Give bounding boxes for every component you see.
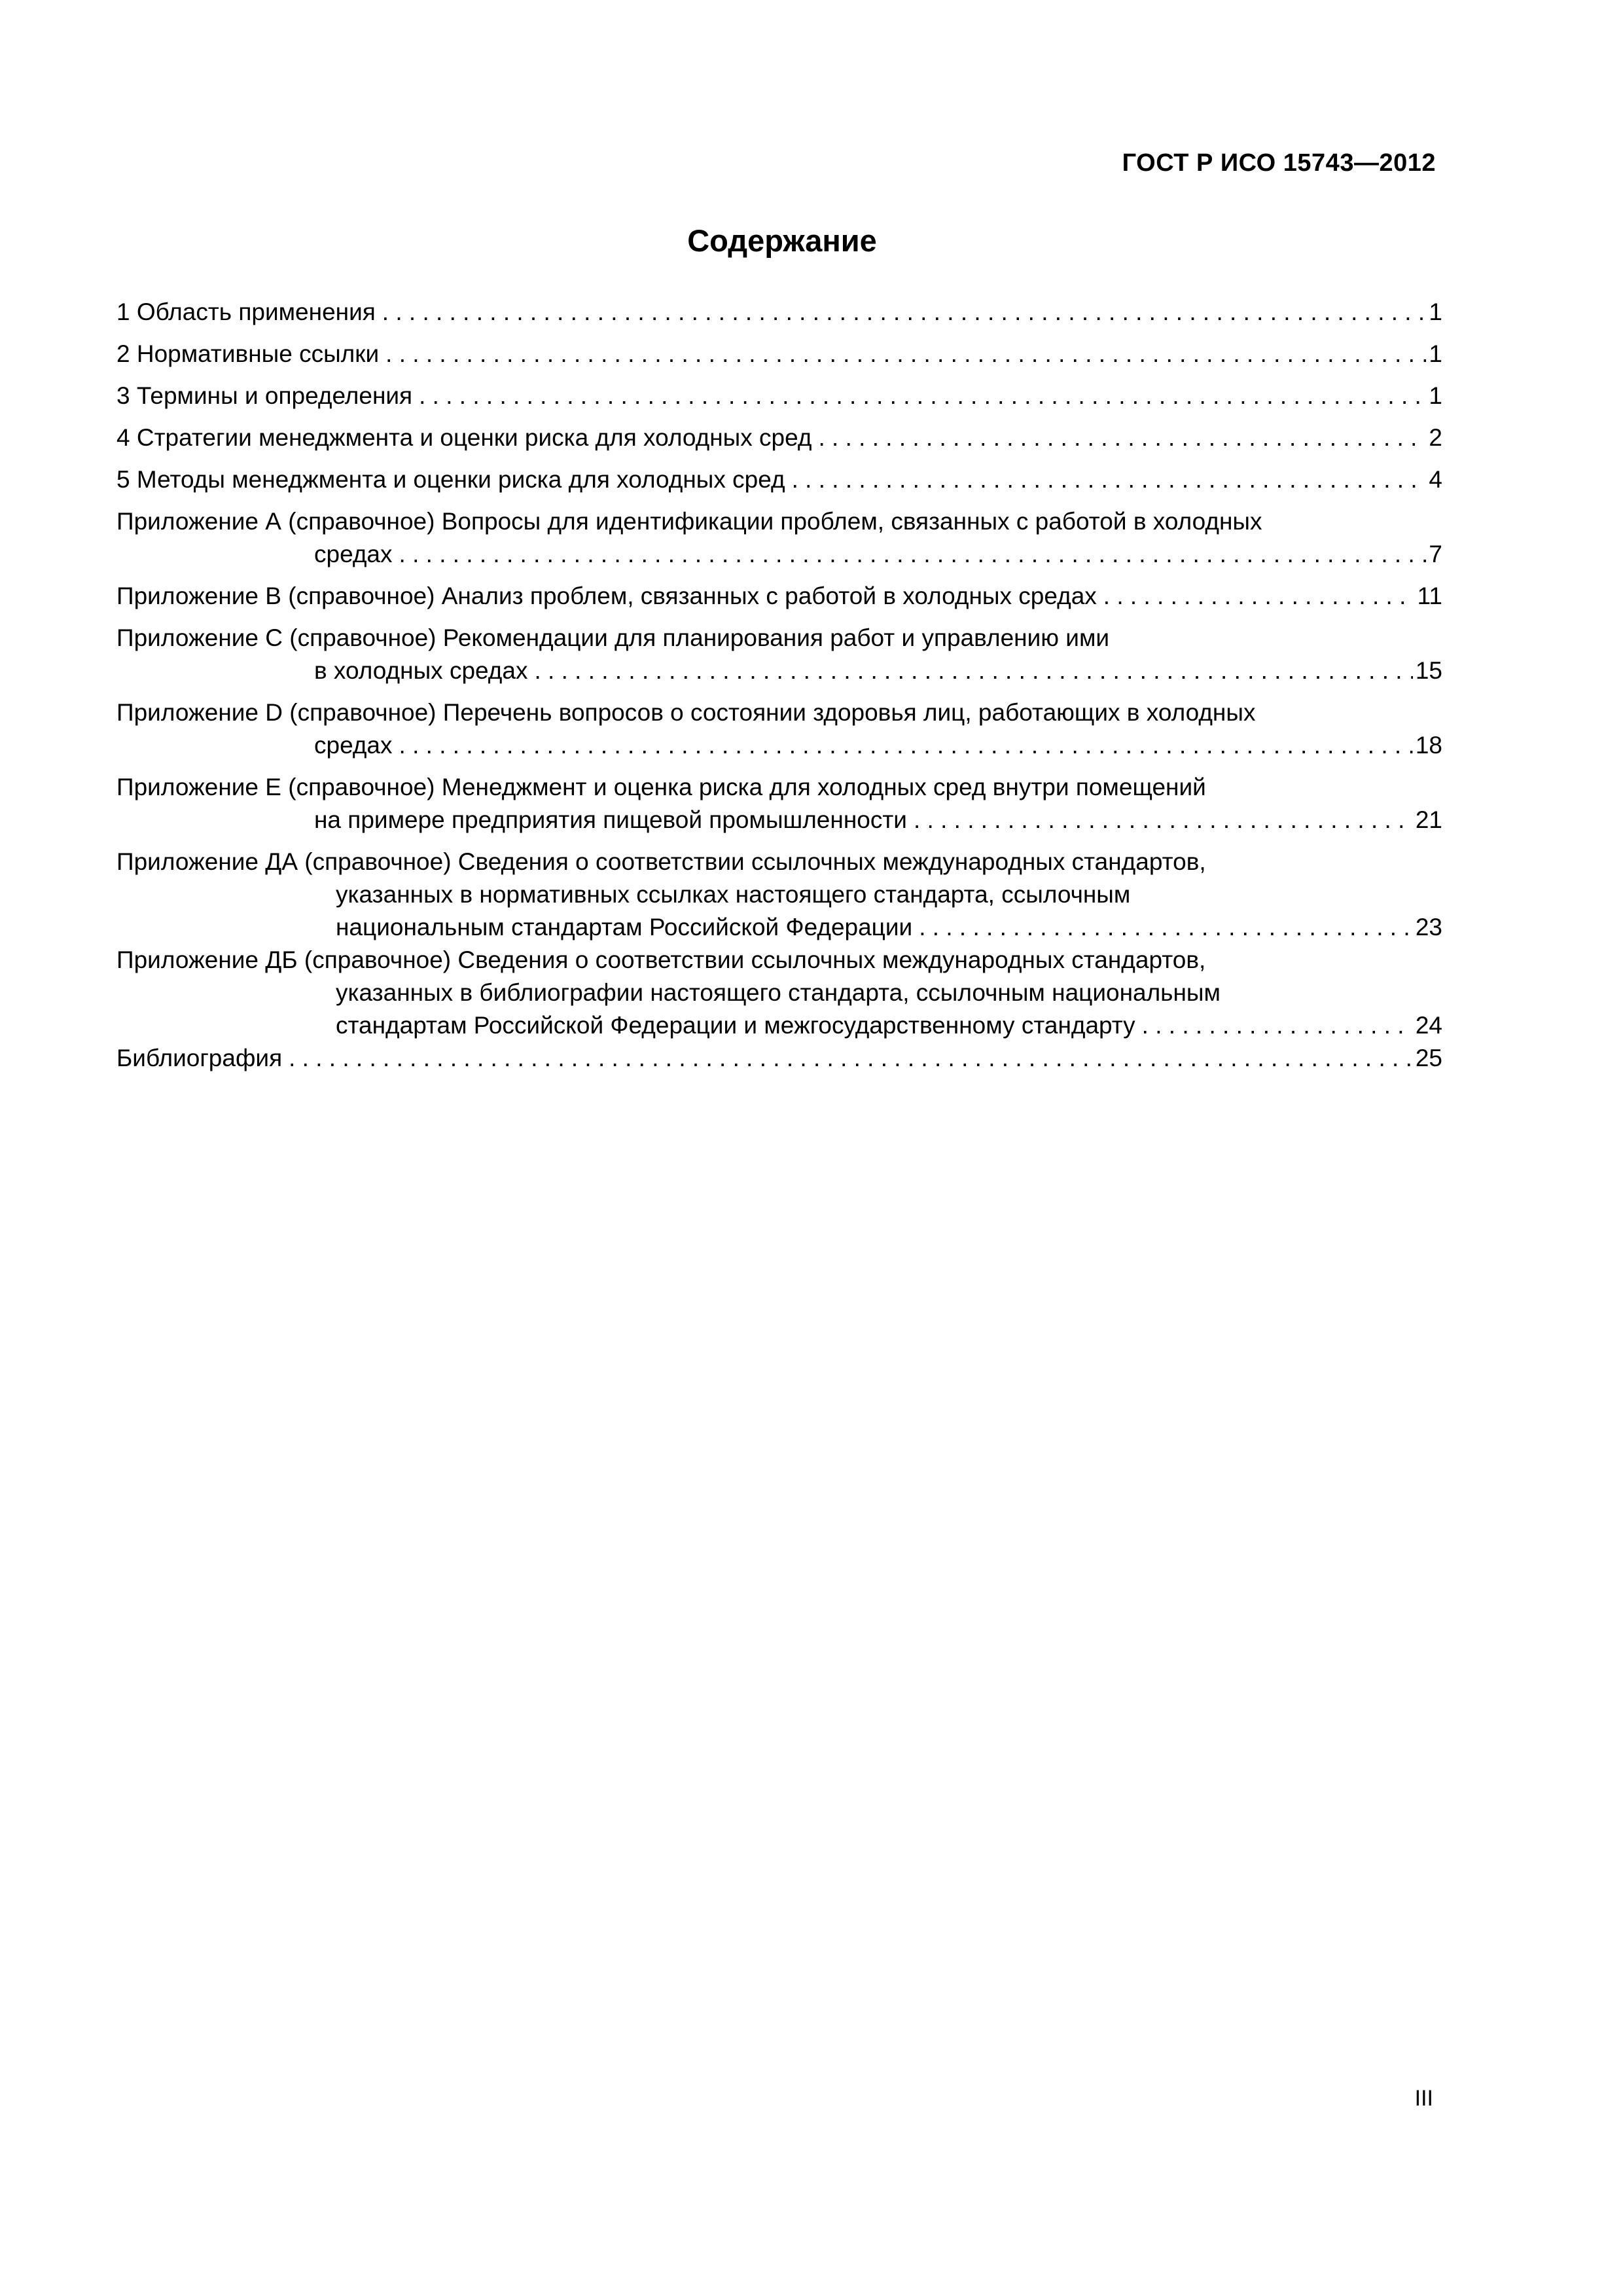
toc-entry[interactable] xyxy=(116,771,1442,836)
toc-entry-text: средах xyxy=(314,541,393,567)
toc-entry-text: Приложение А (справочное) Вопросы для идентификации проблем, связанных с работой в холодных xyxy=(116,508,1262,535)
toc-page-number: 4 xyxy=(1429,466,1442,493)
toc-entry-text: Приложение В (справочное) Анализ проблем, связанных с работой в холодных средах xyxy=(116,583,1097,609)
toc-entry-text: 2 Нормативные ссылки xyxy=(116,340,380,367)
toc-entry-text: Приложение D (справочное) Перечень вопросов о состоянии здоровья лиц, работающих в холодных xyxy=(116,699,1256,726)
toc-entry-text: 1 Область применения xyxy=(116,298,376,325)
toc-entry-text: указанных в библиографии настоящего стандарта, ссылочным национальным xyxy=(336,979,1221,1006)
toc-entry-text: Библиография xyxy=(116,1045,283,1071)
toc-page-number: 11 xyxy=(1417,583,1442,609)
toc-entry[interactable] xyxy=(116,696,1442,762)
dot-leader xyxy=(1142,1009,1413,1042)
dot-leader xyxy=(792,463,1427,496)
toc-entry-text: 3 Термины и определения xyxy=(116,382,413,409)
dot-leader xyxy=(818,422,1426,454)
dot-leader xyxy=(399,538,1427,571)
toc-page-number: 21 xyxy=(1415,806,1442,833)
toc-entry-text: на примере предприятия пищевой промышленности xyxy=(314,806,907,833)
toc-entry[interactable] xyxy=(116,296,1442,329)
toc-page-number: 1 xyxy=(1429,340,1442,367)
dot-leader xyxy=(919,911,1413,944)
table-of-contents xyxy=(116,296,1442,1075)
toc-entry-text: 5 Методы менеджмента и оценки риска для холодных сред xyxy=(116,466,785,493)
dot-leader xyxy=(1103,580,1415,613)
toc-page-number: 1 xyxy=(1429,298,1442,325)
toc-entry[interactable] xyxy=(116,944,1442,1042)
page-number: III xyxy=(1414,2086,1433,2111)
dot-leader xyxy=(534,655,1412,687)
dot-leader xyxy=(385,338,1426,370)
toc-title: Содержание xyxy=(687,223,877,258)
toc-entry-text: Приложение ДБ (справочное) Сведения о соответствии ссылочных международных стандартов, xyxy=(116,946,1206,973)
toc-entry[interactable] xyxy=(116,338,1442,370)
toc-entry-text: стандартам Российской Федерации и межгосударственному стандарту xyxy=(336,1012,1135,1039)
document-code: ГОСТ Р ИСО 15743—2012 xyxy=(1122,149,1436,177)
toc-entry-text: Приложение ДА (справочное) Сведения о соответствии ссылочных международных стандартов, xyxy=(116,848,1206,875)
toc-entry[interactable] xyxy=(116,622,1442,687)
toc-entry-text: Приложение Е (справочное) Менеджмент и оценка риска для холодных сред внутри помещений xyxy=(116,774,1206,800)
dot-leader xyxy=(419,380,1426,412)
toc-entry[interactable] xyxy=(116,463,1442,496)
toc-entry[interactable] xyxy=(116,846,1442,944)
toc-entry[interactable] xyxy=(116,1042,1442,1075)
dot-leader xyxy=(382,296,1427,329)
toc-page-number: 7 xyxy=(1429,541,1442,567)
dot-leader xyxy=(289,1042,1413,1075)
toc-page-number: 23 xyxy=(1415,914,1442,941)
toc-page-number: 15 xyxy=(1415,657,1442,684)
toc-entry-text: в холодных средах xyxy=(314,657,528,684)
toc-page-number: 2 xyxy=(1429,424,1442,451)
toc-page-number: 24 xyxy=(1415,1012,1442,1039)
toc-page-number: 18 xyxy=(1415,732,1442,759)
toc-entry[interactable] xyxy=(116,505,1442,571)
toc-entry-text: указанных в нормативных ссылках настоящего стандарта, ссылочным xyxy=(336,881,1131,908)
toc-entry[interactable] xyxy=(116,580,1442,613)
toc-entry-text: средах xyxy=(314,732,393,759)
toc-page-number: 1 xyxy=(1429,382,1442,409)
toc-entry-text: Приложение С (справочное) Рекомендации для планирования работ и управлению ими xyxy=(116,624,1110,651)
toc-entry[interactable] xyxy=(116,422,1442,454)
dot-leader xyxy=(914,804,1413,836)
toc-page-number: 25 xyxy=(1415,1045,1442,1071)
toc-entry-text: национальным стандартам Российской Федерации xyxy=(336,914,913,941)
dot-leader xyxy=(399,729,1413,762)
toc-entry[interactable] xyxy=(116,380,1442,412)
toc-entry-text: 4 Стратегии менеджмента и оценки риска для холодных сред xyxy=(116,424,812,451)
